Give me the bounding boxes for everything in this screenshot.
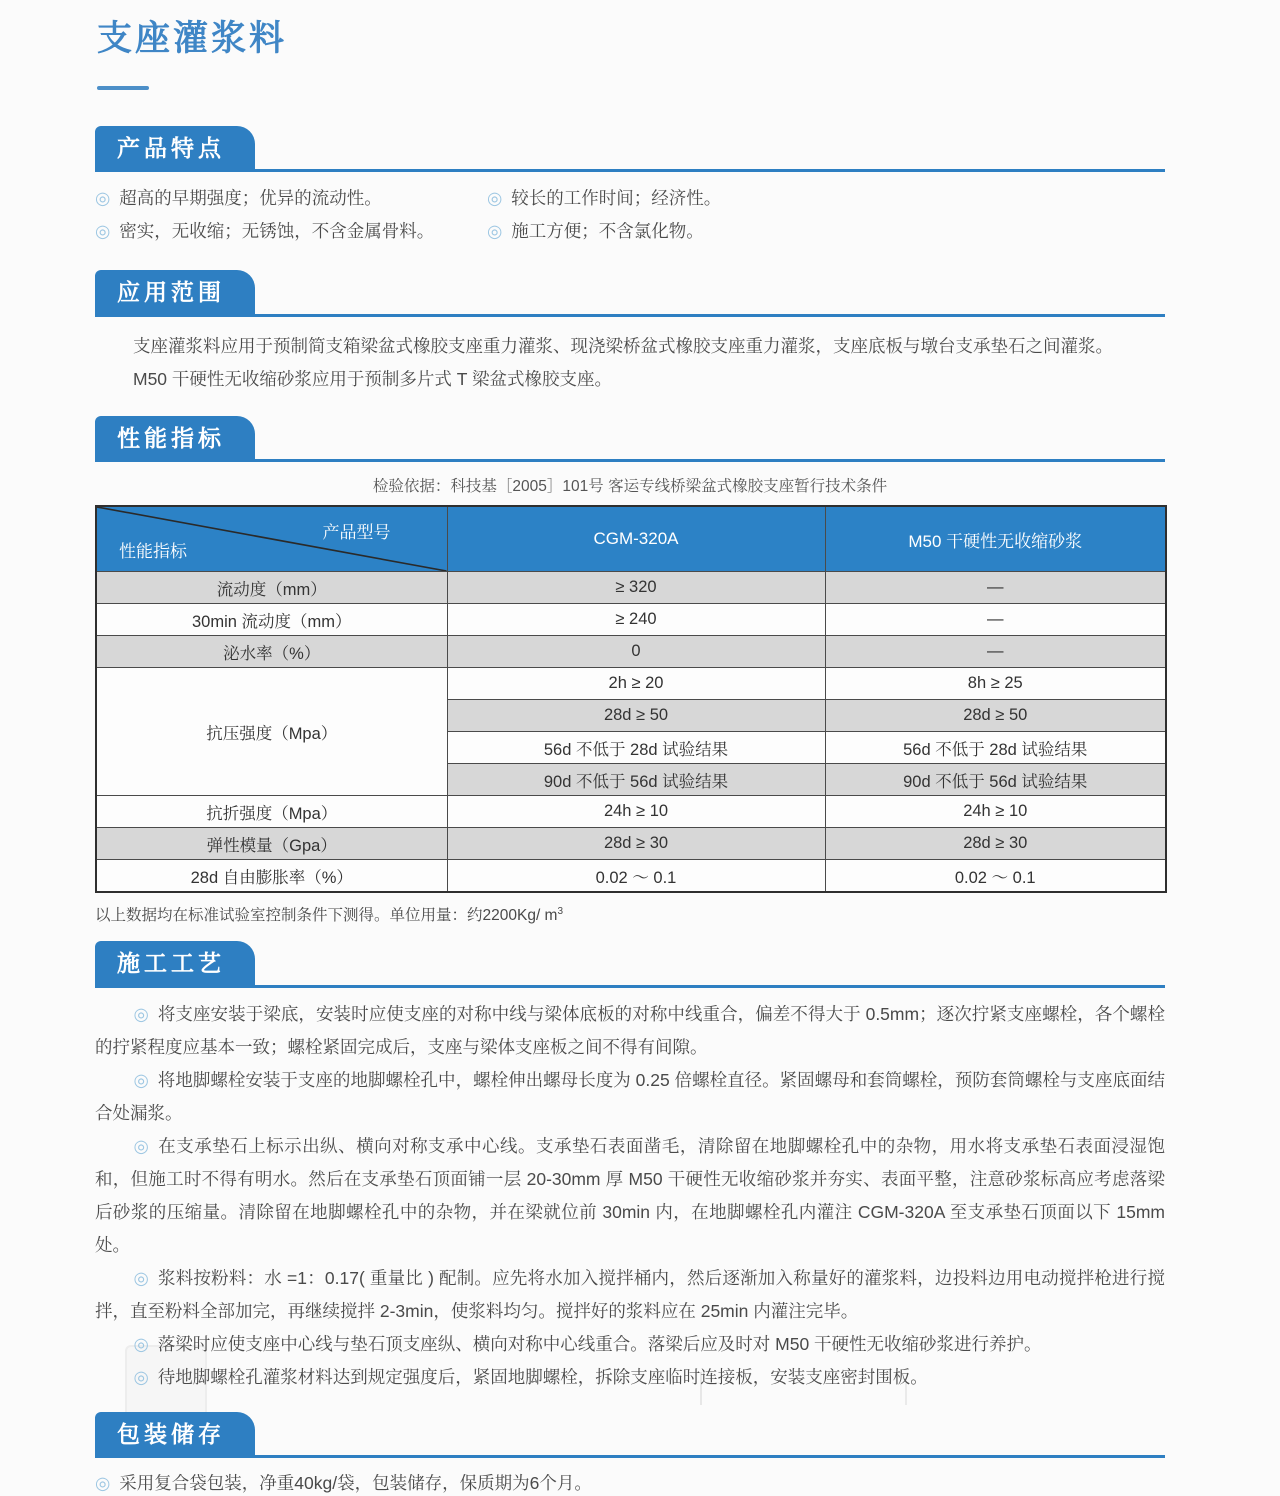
features-list: [95, 172, 1165, 244]
ring-bullet-icon: ◎: [133, 1267, 149, 1288]
cgm-value: 28d ≥ 50: [447, 700, 825, 732]
table-row: [96, 668, 1166, 700]
ring-bullet-icon: ◎: [487, 188, 503, 209]
m50-value: —: [825, 572, 1166, 604]
application-heading-tab: 应用范围: [95, 270, 255, 313]
ring-bullet-icon: ◎: [133, 1135, 150, 1156]
cgm-value: ≥ 240: [447, 604, 825, 636]
feature-item: [487, 185, 1165, 211]
construction-step: [95, 1064, 1165, 1130]
ring-bullet-icon: ◎: [133, 1366, 149, 1387]
ring-bullet-icon: ◎: [95, 221, 111, 242]
cgm-value: 28d ≥ 30: [447, 828, 825, 860]
cgm-value: 2h ≥ 20: [447, 668, 825, 700]
application-text: [95, 317, 1165, 396]
m50-value: 56d 不低于 28d 试验结果: [825, 732, 1166, 764]
section-construction: [95, 941, 1165, 1393]
footnote-superscript: 3: [557, 906, 564, 918]
footnote-text: 以上数据均在标准试验室控制条件下测得。单位用量：约2200Kg/ m: [95, 907, 558, 925]
construction-step: [95, 1361, 1165, 1394]
performance-table: [95, 505, 1167, 893]
feature-item: [95, 185, 487, 211]
ring-bullet-icon: ◎: [133, 1003, 149, 1024]
packaging-text: [95, 1458, 1165, 1496]
row-label: 弹性模量（Gpa）: [96, 828, 447, 860]
test-basis-line: 检验依据：科技基［2005］101号 客运专线桥梁盆式橡胶支座暂行技术条件: [372, 478, 888, 496]
construction-header-rule: [95, 941, 1165, 987]
construction-step-text: 在支承垫石上标示出纵、横向对称支承中心线。支承垫石表面凿毛，清除留在地脚螺栓孔中的杂物，用水将支承垫石表面浸湿饱和，但施工时不得有明水。然后在支承垫石顶面铺一层 20-30mm 厚 M50 干硬性无收缩砂浆并夯实、表面平整，注意砂浆标高应考虑落梁后砂浆的压缩量。清除留在地脚螺栓孔中的杂物，并在梁就位前 30min 内，在地脚螺栓孔内灌注 CGM-320A 至支承垫石顶面以下 15mm 处。: [95, 1135, 1165, 1255]
section-features: [95, 126, 1165, 244]
diagonal-header-cell: [96, 506, 447, 572]
ring-bullet-icon: ◎: [487, 221, 503, 242]
table-row: [96, 796, 1166, 828]
title-underline: [97, 86, 149, 90]
table-header-row: [96, 506, 1166, 572]
ring-bullet-icon: ◎: [95, 188, 111, 209]
packaging-bullet-text: 采用复合袋包装，净重40kg/袋，包装储存，保质期为6个月。: [119, 1473, 592, 1494]
row-label-compressive: 抗压强度（Mpa）: [96, 668, 447, 796]
application-line: 支座灌浆料应用于预制简支箱梁盆式橡胶支座重力灌浆、现浇梁桥盆式橡胶支座重力灌浆，支座底板与墩台支承垫石之间灌浆。: [133, 335, 1113, 356]
performance-heading-tab: 性能指标: [95, 416, 255, 459]
section-performance: [95, 416, 1165, 925]
section-application: [95, 270, 1165, 395]
application-line: M50 干硬性无收缩砂浆应用于预制多片式 T 梁盆式橡胶支座。: [133, 368, 613, 389]
table-footnote: [95, 903, 1165, 925]
construction-step: [95, 1262, 1165, 1328]
m50-value: 24h ≥ 10: [825, 796, 1166, 828]
table-row: [96, 636, 1166, 668]
table-row: [96, 860, 1166, 893]
construction-steps: [95, 988, 1165, 1394]
row-label: 28d 自由膨胀率（%）: [96, 860, 447, 893]
row-label: 泌水率（%）: [96, 636, 447, 668]
features-heading-tab: 产品特点: [95, 126, 255, 169]
construction-step: [95, 1328, 1165, 1361]
packaging-header-rule: [95, 1412, 1165, 1458]
table-row: [96, 604, 1166, 636]
row-label: 流动度（mm）: [96, 572, 447, 604]
feature-item: [95, 218, 487, 244]
cgm-value: ≥ 320: [447, 572, 825, 604]
construction-step-text: 将地脚螺栓安装于支座的地脚螺栓孔中，螺栓伸出螺母长度为 0.25 倍螺栓直径。紧固螺母和套筒螺栓，预防套筒螺栓与支座底面结合处漏浆。: [95, 1069, 1165, 1123]
page-title: 支座灌浆料: [97, 19, 288, 58]
m50-value: 28d ≥ 30: [825, 828, 1166, 860]
ring-bullet-icon: ◎: [95, 1473, 111, 1494]
m50-value: 8h ≥ 25: [825, 668, 1166, 700]
construction-step: [95, 1130, 1165, 1262]
application-header-rule: [95, 270, 1165, 316]
section-packaging: [95, 1412, 1165, 1496]
row-label: 抗折强度（Mpa）: [96, 796, 447, 828]
table-row: [96, 828, 1166, 860]
feature-item: [487, 218, 1165, 244]
m50-value: 90d 不低于 56d 试验结果: [825, 764, 1166, 796]
feature-text: 较长的工作时间；经济性。: [511, 188, 722, 209]
cgm-value: 0: [447, 636, 825, 668]
ring-bullet-icon: ◎: [133, 1333, 149, 1354]
column-header-cgm: CGM-320A: [447, 506, 825, 572]
packaging-heading-tab: 包装储存: [95, 1412, 255, 1455]
datasheet-page: [95, 0, 1165, 1496]
feature-text: 密实，无收缩；无锈蚀，不含金属骨料。: [119, 221, 435, 242]
performance-header-rule: [95, 416, 1165, 462]
corner-label-performance-index: 性能指标: [119, 542, 187, 562]
ring-bullet-icon: ◎: [133, 1069, 149, 1090]
column-header-m50: M50 干硬性无收缩砂浆: [825, 506, 1166, 572]
construction-step-text: 将支座安装于梁底，安装时应使支座的对称中线与梁体底板的对称中线重合，偏差不得大于 0.5mm；逐次拧紧支座螺栓，各个螺栓的拧紧程度应基本一致；螺栓紧固完成后，支座与梁体支座板之间不得有间隙。: [95, 1003, 1165, 1057]
cgm-value: 0.02 ～ 0.1: [447, 860, 825, 893]
feature-text: 施工方便；不含氯化物。: [511, 221, 704, 242]
corner-label-product-model: 产品型号: [322, 523, 391, 543]
construction-step: [95, 998, 1165, 1064]
feature-text: 超高的早期强度；优异的流动性。: [119, 188, 382, 209]
construction-heading-tab: 施工工艺: [95, 941, 255, 984]
cgm-value: 90d 不低于 56d 试验结果: [447, 764, 825, 796]
table-row: [96, 572, 1166, 604]
construction-step-text: 浆料按粉料：水 =1：0.17( 重量比 ) 配制。应先将水加入搅拌桶内，然后逐渐加入称量好的灌浆料，边投料边用电动搅拌枪进行搅拌，直至粉料全部加完，再继续搅拌 2-3min，使浆料均匀。搅拌好的浆料应在 25min 内灌注完毕。: [95, 1267, 1165, 1321]
cgm-value: 56d 不低于 28d 试验结果: [447, 732, 825, 764]
row-label: 30min 流动度（mm）: [96, 604, 447, 636]
m50-value: 28d ≥ 50: [825, 700, 1166, 732]
construction-step-text: 待地脚螺栓孔灌浆材料达到规定强度后，紧固地脚螺栓，拆除支座临时连接板，安装支座密封围板。: [157, 1366, 928, 1387]
cgm-value: 24h ≥ 10: [447, 796, 825, 828]
m50-value: 0.02 ～ 0.1: [825, 860, 1166, 893]
construction-step-text: 落梁时应使支座中心线与垫石顶支座纵、横向对称中心线重合。落梁后应及时对 M50 干硬性无收缩砂浆进行养护。: [157, 1333, 1042, 1354]
m50-value: —: [825, 604, 1166, 636]
m50-value: —: [825, 636, 1166, 668]
features-header-rule: [95, 126, 1165, 172]
